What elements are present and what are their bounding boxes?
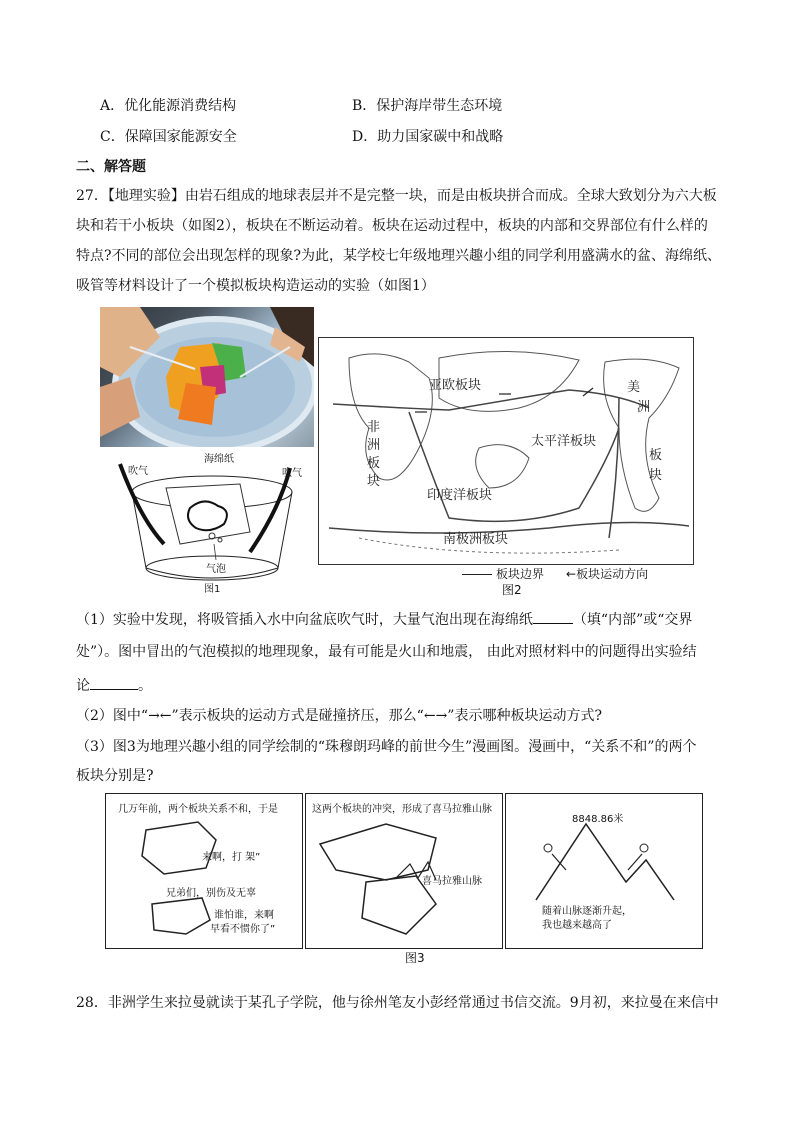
left-arrow-icon: ← (566, 567, 577, 581)
q28-line1: 28．非洲学生来拉曼就读于某孔子学院，他与徐州笔友小彭经常通过书信交流。9月初，来拉曼在来信中 (76, 995, 719, 1011)
panel2-text-2: 喜马拉雅山脉 (422, 876, 482, 887)
comic-panel-3 (505, 793, 703, 949)
q27-sub1-line1 (76, 609, 692, 630)
figure-3-comic (105, 793, 697, 947)
figure-1 (100, 448, 314, 594)
label-blow-right: 吹气 (282, 468, 302, 479)
label-indian-plate: 印度洋板块 (427, 488, 493, 503)
q27-line4: 吸管等材料设计了一个模拟板块构造运动的实验（如图1） (76, 278, 435, 294)
q27-sub1-text-b: （填“内部”或“交界 (572, 612, 693, 628)
label-american-plate-2: 洲 (637, 400, 651, 415)
q27-sub1-line3-b: 。 (138, 678, 152, 694)
section-title: 二、解答题 (76, 159, 146, 175)
label-american-plate-4: 块 (649, 468, 663, 483)
comic-panel-2 (305, 793, 503, 949)
experiment-photo (100, 307, 314, 447)
panel3-text-3: 我也越来越高了 (542, 920, 612, 931)
label-bubble: 气泡 (206, 564, 226, 575)
q27-line2: 块和若干小板块（如图2），板块在不断运动着。板块在运动过程中，板块的内部和交界部位有什么样的 (76, 218, 708, 234)
q27-line1: 27．【地理实验】由岩石组成的地球表层并不是完整一块，而是由板块拼合而成。全球大致划分为六大板 (76, 188, 717, 204)
legend-boundary-label: 板块边界 (496, 567, 545, 581)
q27-sub1-text-a: （1）实验中发现，将吸管插入水中向盆底吹气时，大量气泡出现在海绵纸 (76, 612, 533, 628)
label-antarctic-plate: 南极洲板块 (443, 532, 509, 547)
q27-sub1-line3-a: 论 (76, 678, 90, 694)
panel1-text-1: 几万年前，两个板块关系不和，于是 (118, 804, 278, 815)
answer-blank-2[interactable] (90, 675, 138, 690)
q27-sub2: （2）图中“→←”表示板块的运动方式是碰撞挤压，那么“←→”表示哪种板块运动方式? (76, 708, 602, 724)
legend-direction-label: 板块运动方向 (576, 567, 649, 581)
figure-2-map (318, 337, 694, 565)
panel2-text-1: 这两个板块的冲突，形成了喜马拉雅山脉 (312, 804, 492, 815)
q27-sub1-line3 (76, 675, 152, 696)
label-eurasian-plate: 亚欧板块 (429, 378, 482, 393)
legend-boundary-line (462, 574, 492, 575)
experiment-photo-drawing (100, 307, 314, 447)
label-sponge: 海绵纸 (204, 454, 234, 465)
option-a: A．优化能源消费结构 (100, 98, 237, 114)
label-african-plate-3: 板 (367, 456, 381, 471)
label-african-plate-2: 洲 (367, 438, 381, 453)
label-american-plate-3: 板 (649, 448, 663, 463)
panel3-height: 8848.86米 (572, 814, 624, 825)
option-b: B．保护海岸带生态环境 (352, 98, 503, 114)
label-american-plate-1: 美 (627, 380, 641, 395)
panel1-text-2: 来啊，打 架” (202, 852, 261, 863)
panel1-text-3: 兄弟们，别伤及无辜 (166, 888, 256, 899)
option-c: C．保障国家能源安全 (100, 129, 237, 145)
label-african-plate-1: 非 (367, 420, 381, 435)
q27-line3: 特点?不同的部位会出现怎样的现象?为此，某学校七年级地理兴趣小组的同学利用盛满水的盆、海绵纸、 (76, 248, 722, 264)
label-african-plate-4: 块 (367, 474, 381, 489)
label-pacific-plate: 太平洋板块 (531, 434, 597, 449)
q27-sub1-line2: 处”）。图中冒出的气泡模拟的地理现象，最有可能是火山和地震， 由此对照材料中的问题得出实验结 (76, 644, 697, 660)
label-blow-left: 吹气 (128, 466, 148, 477)
comic-panel-1 (105, 793, 303, 949)
option-d: D．助力国家碳中和战略 (352, 129, 504, 145)
figure-3-caption: 图3 (405, 951, 425, 965)
legend-direction (566, 565, 648, 582)
panel1-text-4: 谁怕谁，来啊 (214, 910, 274, 921)
answer-blank-1[interactable] (533, 609, 573, 624)
comic-panel-2-drawing (306, 794, 502, 948)
figure-1-caption: 图1 (204, 584, 221, 595)
q27-sub3-line1: （3）图3为地理兴趣小组的同学绘制的“珠穆朗玛峰的前世今生”漫画图。漫画中，“关系不和”的两个 (76, 739, 697, 755)
figure-2-caption: 图2 (502, 583, 522, 597)
q27-sub3-line2: 板块分别是? (76, 768, 154, 784)
legend-boundary (462, 565, 544, 582)
panel3-text-2: 随着山脉逐渐升起， (542, 906, 632, 917)
panel1-text-5: 早看不惯你了” (210, 924, 276, 935)
